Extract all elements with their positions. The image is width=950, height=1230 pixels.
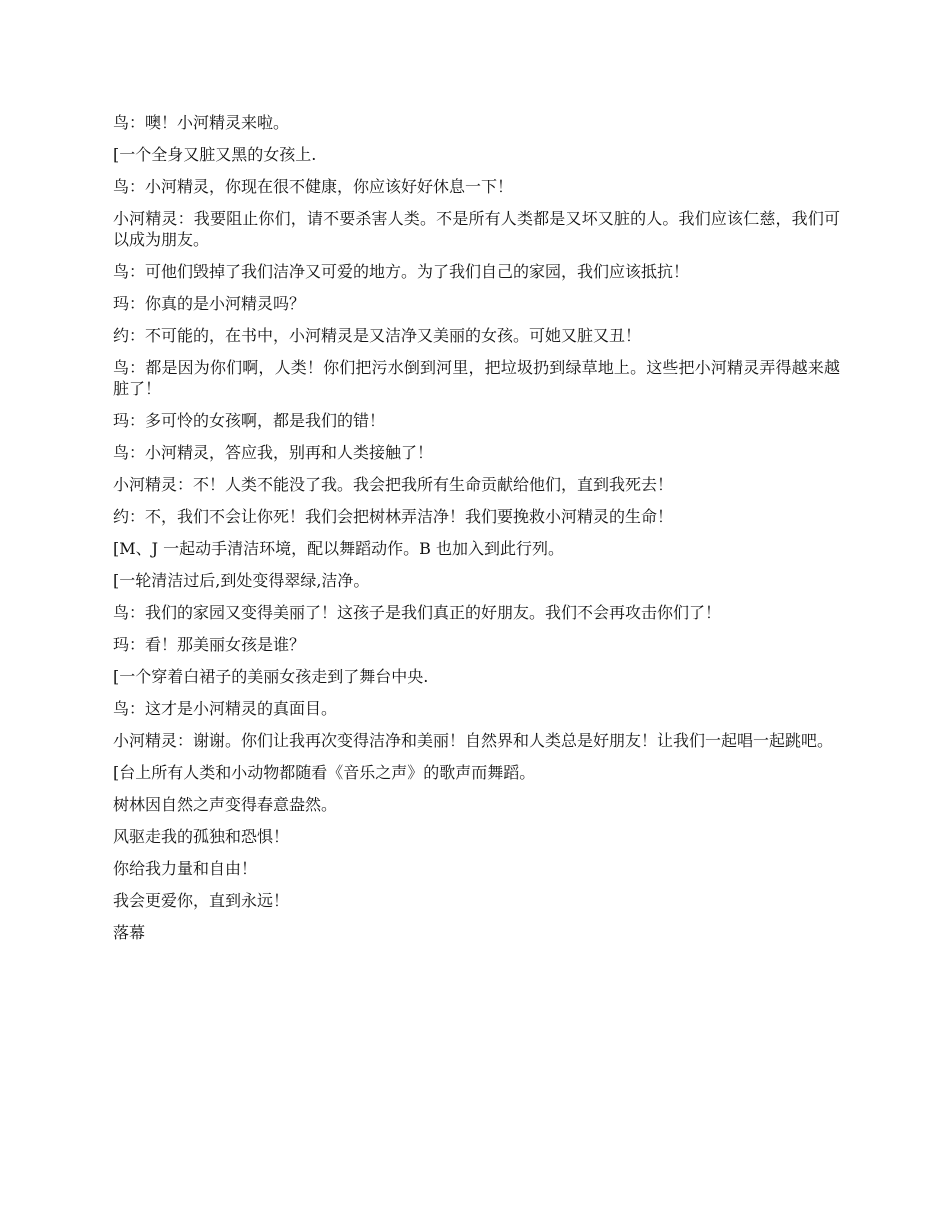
stage-direction: [M、J 一起动手清洁环境，配以舞蹈动作。B 也加入到此行列。 [113, 539, 564, 558]
paragraph: 玛：你真的是小河精灵吗？ [113, 294, 306, 313]
paragraph: 小河精灵：谢谢。你们让我再次变得洁净和美丽！自然界和人类总是好朋友！让我们一起唱一起跳吧。 [113, 731, 834, 750]
lyric-line: 你给我力量和自由！ [113, 859, 258, 878]
paragraph: 约：不，我们不会让你死！我们会把树林弄洁净！我们要挽救小河精灵的生命！ [113, 507, 674, 526]
paragraph: 鸟：噢！小河精灵来啦。 [113, 113, 290, 132]
lyric-line: 树林因自然之声变得春意盎然。 [113, 795, 338, 814]
paragraph: 鸟：都是因为你们啊，人类！你们把污水倒到河里，把垃圾扔到绿草地上。这些把小河精灵弄得越来越脏了！ [113, 358, 840, 398]
paragraph: 玛：看！那美丽女孩是谁？ [113, 635, 306, 654]
stage-direction: [台上所有人类和小动物都随看《音乐之声》的歌声而舞蹈。 [113, 763, 536, 782]
paragraph: 鸟：小河精灵，你现在很不健康，你应该好好休息一下！ [113, 177, 514, 196]
curtain-line: 落幕 [113, 923, 146, 942]
paragraph: 鸟：这才是小河精灵的真面目。 [113, 699, 338, 718]
paragraph: 小河精灵：我要阻止你们，请不要杀害人类。不是所有人类都是又坏又脏的人。我们应该仁慈，我们可以成为朋友。 [113, 209, 840, 249]
paragraph: 鸟：我们的家园又变得美丽了！这孩子是我们真正的好朋友。我们不会再攻击你们了！ [113, 603, 722, 622]
paragraph: 鸟：小河精灵，答应我，别再和人类接触了！ [113, 443, 434, 462]
lyric-line: 风驱走我的孤独和恐惧！ [113, 827, 290, 846]
stage-direction: [一轮清洁过后,到处变得翠绿,洁净。 [113, 571, 370, 590]
stage-direction: [一个穿着白裙子的美丽女孩走到了舞台中央. [113, 667, 429, 686]
paragraph: 约：不可能的，在书中，小河精灵是又洁净又美丽的女孩。可她又脏又丑！ [113, 326, 642, 345]
paragraph: 玛：多可怜的女孩啊，都是我们的错！ [113, 411, 386, 430]
stage-direction: [一个全身又脏又黑的女孩上. [113, 145, 317, 164]
document-body [113, 112, 840, 954]
paragraph: 鸟：可他们毁掉了我们洁净又可爱的地方。为了我们自己的家园，我们应该抵抗！ [113, 262, 690, 281]
lyric-line: 我会更爱你，直到永远！ [113, 891, 290, 910]
paragraph: 小河精灵：不！人类不能没了我。我会把我所有生命贡献给他们，直到我死去！ [113, 475, 674, 494]
